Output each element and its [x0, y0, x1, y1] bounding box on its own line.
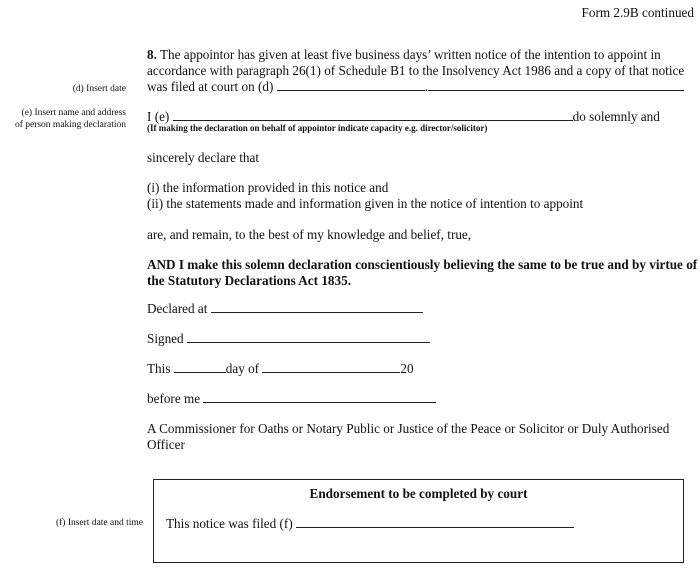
year-label: 20 [400, 361, 414, 376]
this-label: This [147, 361, 171, 376]
day-of-label: day of [225, 361, 260, 376]
date-row [147, 361, 414, 377]
section-8-line2: accordance with paragraph 26(1) of Schedule B1 to the Insolvency Act 1986 and a copy of that notice [147, 63, 685, 78]
declarant-name-field[interactable] [173, 120, 573, 121]
capacity-note: (If making the declaration on behalf of appointor indicate capacity e.g. director/solicitor) [147, 123, 488, 133]
signed-row [147, 331, 430, 347]
are-remain-text: are, and remain, to the best of my knowledge and belief, true, [147, 227, 472, 242]
section-8-line3-dot: . [424, 79, 428, 94]
margin-note-e [0, 107, 126, 131]
before-me-field[interactable] [203, 402, 436, 403]
endorsement-title: Endorsement to be completed by court [309, 486, 528, 501]
margin-note-d: (d) Insert date [72, 84, 126, 94]
signed-label: Signed [147, 331, 184, 346]
commissioner-line1: A Commissioner for Oaths or Notary Public or Justice of the Peace or Solicitor or Duly Authorised [147, 421, 670, 436]
filed-row [166, 516, 574, 532]
day-field[interactable] [174, 372, 226, 373]
before-me-label: before me [147, 391, 201, 406]
before-me-row [147, 391, 436, 407]
endorsement-box [153, 479, 684, 563]
solemn-declaration-line1: AND I make this solemn declaration conscientiously believing the same to be true and by virtue of [147, 257, 698, 272]
item-ii: (ii) the statements made and information given in the notice of intention to appoint [147, 196, 584, 211]
signed-field[interactable] [187, 342, 430, 343]
item-i: (i) the information provided in this notice and [147, 180, 389, 195]
filed-date-time-field[interactable] [296, 527, 574, 528]
do-solemnly-text: do solemnly and [572, 109, 660, 124]
margin-note-e-line1: (e) Insert name and address [21, 108, 126, 118]
commissioner-line2: Officer [147, 437, 185, 452]
court-filed-date-field[interactable] [277, 90, 425, 91]
declared-at-label: Declared at [147, 301, 208, 316]
commissioner-text [147, 421, 700, 453]
margin-note-e-line2: of person making declaration [14, 120, 126, 130]
form-label: Form 2.9B continued [581, 5, 694, 20]
month-field[interactable] [262, 372, 400, 373]
solemn-declaration-line2: the Statutory Declarations Act 1835. [147, 273, 352, 288]
section-8 [147, 47, 697, 95]
declared-at-field[interactable] [211, 312, 423, 313]
filed-label: This notice was filed (f) [166, 516, 293, 531]
solemn-declaration [147, 257, 700, 289]
court-filed-date-field-continued[interactable] [428, 90, 684, 91]
section-8-line1: The appointor has given at least five business days’ written notice of the intention to appoint in [159, 47, 661, 62]
section-number: 8. [147, 47, 157, 62]
margin-note-f: (f) Insert date and time [55, 518, 143, 528]
declared-at-row [147, 301, 423, 317]
section-8-line3-prefix: was filed at court on (d) [147, 79, 274, 94]
sincerely-text: sincerely declare that [147, 150, 260, 165]
declarant-prefix: I (e) [147, 109, 170, 124]
